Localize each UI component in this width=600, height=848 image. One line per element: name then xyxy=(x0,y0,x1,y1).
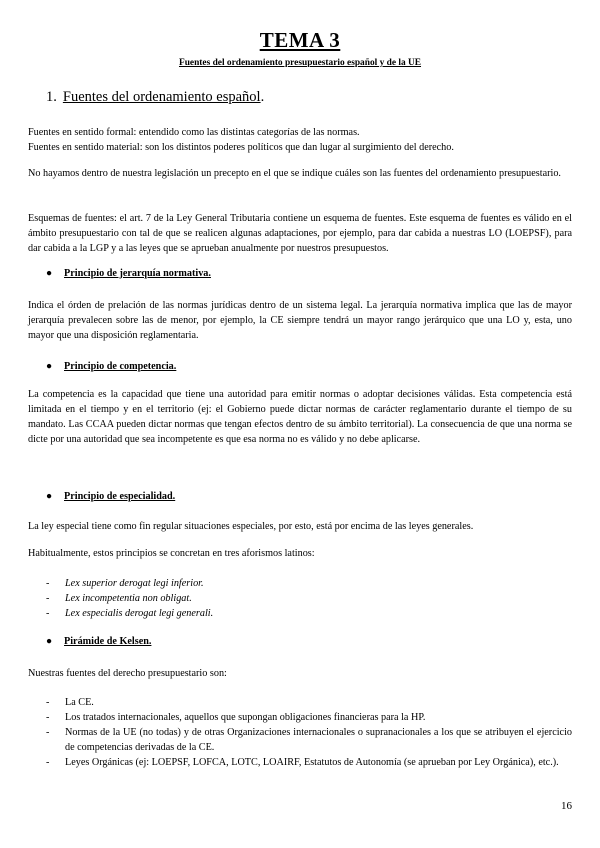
list-item: - Lex incompetentia non obligat. xyxy=(46,591,572,606)
bullet-speciality xyxy=(46,491,175,502)
section-number: 1. xyxy=(46,89,57,105)
bullet-hierarchy xyxy=(46,268,211,279)
bullet-kelsen-label: Pirámide de Kelsen. xyxy=(64,636,152,647)
paragraph-hierarchy: Indica el órden de prelación de las normas jurídicas dentro de un sistema legal. La jerarquía normativa implica que las de mayor jerarquía prevalecen sobre las de menor, por ejemplo, la CE siempre tendrá un mayor rango jerárquico que una LO y, esta, uno mayor que una disposición reglamentaria. xyxy=(28,300,572,341)
list-item: - La CE. xyxy=(46,695,572,710)
latin-aphorisms-list xyxy=(46,576,572,621)
page-subtitle: Fuentes del ordenamiento presupuestario español y de la UE xyxy=(178,58,422,68)
paragraph-source-schemes: Esquemas de fuentes: el art. 7 de la Ley General Tributaria contiene un esquema de fuentes. Este esquema de fuentes es válido en el ámbito presupuestario con tal de que se realicen algunas adaptaciones, por ejemplo, para dar cabida a nuestras LO (LOEPSF), para dar cabida a la LGP y a las leyes que se aprueban anualmente por nuestros presupuestos. xyxy=(28,213,572,254)
bullet-competence xyxy=(46,361,176,372)
list-item: - Leyes Orgánicas (ej: LOEPSF, LOFCA, LOTC, LOAIRF, Estatutos de Autonomía (se aprueban por Ley Orgánica), etc.). xyxy=(46,755,572,770)
page-title: TEMA 3 xyxy=(259,28,341,52)
bullet-dot-icon: ● xyxy=(46,636,53,647)
bullet-dot-icon: ● xyxy=(46,361,53,372)
section-heading xyxy=(46,89,264,106)
bullet-competence-label: Principio de competencia. xyxy=(64,361,177,372)
paragraph-material-sources: Fuentes en sentido material: son los distintos poderes políticos que dan lugar al surgimiento del derecho. xyxy=(28,142,454,153)
paragraph-formal-sources: Fuentes en sentido formal: entendido como las distintas categorías de las normas. xyxy=(28,127,360,138)
list-item: - Los tratados internacionales, aquellos que supongan obligaciones financieras para la HP. xyxy=(46,710,572,725)
section-title-suffix: . xyxy=(260,89,265,105)
bullet-dot-icon: ● xyxy=(46,268,53,279)
section-title: Fuentes del ordenamiento español xyxy=(62,89,261,105)
page-number: 16 xyxy=(561,800,572,812)
bullet-hierarchy-label: Principio de jerarquía normativa. xyxy=(64,268,211,279)
paragraph-no-precept: No hayamos dentro de nuestra legislación un precepto en el que se indique cuáles son las fuentes del ordenamiento presupuestario. xyxy=(28,168,561,179)
bullet-dot-icon: ● xyxy=(46,491,53,502)
list-item: - Lex superior derogat legi inferior. xyxy=(46,576,572,591)
list-item: - Lex especialis derogat legi generali. xyxy=(46,606,572,621)
paragraph-speciality: La ley especial tiene como fin regular situaciones especiales, por esto, está por encima de las leyes generales. xyxy=(28,521,474,532)
bullet-kelsen xyxy=(46,636,151,647)
bullet-speciality-label: Principio de especialidad. xyxy=(64,491,176,502)
paragraph-sources-intro: Nuestras fuentes del derecho presupuestario son: xyxy=(28,668,227,679)
paragraph-competence: La competencia es la capacidad que tiene una autoridad para emitir normas o adoptar decisiones válidas. Esta competencia está limitada en el tiempo y en el territorio (ej: el Gobierno puede dictar normas de carácter reglamentario durante el tiempo de su mandato. Las CCAA pueden dictar normas que tengan efectos dentro de su ámbito territorial). La consecuencia de que una norma se dicte por una autoridad que sea incompetente es que esa norma no es válido y no debe aplicarse. xyxy=(28,389,572,445)
list-item: - Normas de la UE (no todas) y de otras Organizaciones internacionales o supranacionales a los que se atribuyen el ejercicio de competencias derivadas de la CE. xyxy=(46,725,572,755)
budget-sources-list xyxy=(46,695,572,770)
paragraph-aphorisms-intro: Habitualmente, estos principios se concretan en tres aforismos latinos: xyxy=(28,548,315,559)
